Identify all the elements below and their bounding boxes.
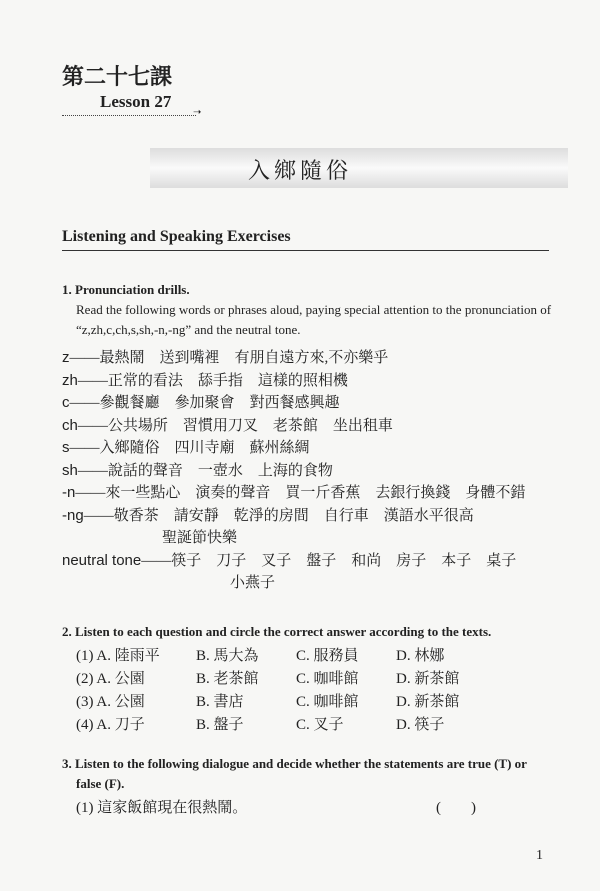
page-number: 1 <box>536 848 543 863</box>
lesson-title-cn: 第二十七課 <box>62 64 173 89</box>
answer-option[interactable]: D. 筷子 <box>396 717 445 733</box>
drill-text: ——最熱鬧 送到嘴裡 有朋自遠方來,不亦樂乎 <box>69 350 389 366</box>
lesson-topic: 入鄉隨俗 <box>247 158 352 183</box>
drill-text: ——來一些點心 演奏的聲音 買一斤香蕉 去銀行換錢 身體不錯 <box>75 485 526 501</box>
ex3-item: (1) 這家飯館現在很熱鬧。 <box>76 800 248 816</box>
answer-option[interactable]: D. 林娜 <box>396 648 445 664</box>
drill-line <box>162 526 237 547</box>
drill-text: ——入鄉隨俗 四川寺廟 蘇州絲綢 <box>69 440 310 456</box>
answer-option[interactable]: D. 新茶館 <box>396 671 460 687</box>
lesson-title-en: Lesson 27 <box>100 92 172 111</box>
drill-text: 聖誕節快樂 <box>162 530 238 546</box>
drill-key: c <box>62 394 70 411</box>
drill-key: z <box>62 349 70 366</box>
ex1-instruction: Read the following words or phrases aloud, paying special attention to the pronunciation of <box>76 302 552 317</box>
drill-text: ——筷子 刀子 叉子 盤子 和尚 房子 本子 桌子 <box>141 552 517 569</box>
drill-text: ——參觀餐廳 參加聚會 對西餐感興趣 <box>69 395 340 411</box>
drill-line <box>62 549 516 570</box>
arrow-icon: ➝ <box>193 107 202 118</box>
drill-text: ——說話的聲音 一壺水 上海的食物 <box>77 462 333 479</box>
dotted-divider <box>62 115 196 116</box>
answer-option[interactable]: C. 咖啡館 <box>296 671 359 687</box>
answer-option[interactable]: B. 老茶館 <box>196 671 259 687</box>
answer-option[interactable]: B. 馬大為 <box>196 648 259 664</box>
drill-key: sh <box>62 461 78 479</box>
ex2-heading: 2. Listen to each question and circle the correct answer according to the texts. <box>62 624 492 639</box>
ex3-heading-2: false (F). <box>76 776 125 791</box>
answer-option[interactable]: C. 叉子 <box>296 717 344 733</box>
ex1-instruction-2: “z,zh,c,ch,s,sh,-n,-ng” and the neutral tone. <box>76 322 301 337</box>
drill-line <box>62 481 525 502</box>
drill-line <box>62 459 333 480</box>
drill-text: ——公共場所 習慣用刀叉 老茶館 坐出租車 <box>77 417 393 434</box>
drill-key: -ng <box>62 506 84 524</box>
section-heading: Listening and Speaking Exercises <box>62 228 291 245</box>
answer-option[interactable]: C. 咖啡館 <box>296 694 359 710</box>
answer-option[interactable]: D. 新茶館 <box>396 694 460 710</box>
answer-option[interactable]: B. 書店 <box>196 694 244 710</box>
answer-option[interactable]: (2) A. 公園 <box>76 671 145 687</box>
ex1-heading: 1. Pronunciation drills. <box>62 282 190 297</box>
ex3-heading: 3. Listen to the following dialogue and decide whether the statements are true (T) or <box>62 756 527 771</box>
drill-line <box>230 571 275 592</box>
answer-option[interactable]: B. 盤子 <box>196 717 244 733</box>
answer-option[interactable]: (4) A. 刀子 <box>76 717 145 733</box>
drill-key: s <box>62 439 70 456</box>
drill-line <box>62 369 348 390</box>
drill-text: ——敬香茶 請安靜 乾淨的房間 自行車 漢語水平很高 <box>83 507 474 524</box>
answer-option[interactable]: (3) A. 公園 <box>76 694 145 710</box>
drill-line <box>62 414 393 435</box>
drill-key: -n <box>62 484 76 501</box>
answer-option[interactable]: (1) A. 陸雨平 <box>76 648 160 664</box>
drill-key: ch <box>62 416 78 434</box>
section-rule <box>62 250 549 251</box>
answer-option[interactable]: C. 服務員 <box>296 648 359 664</box>
drill-line <box>62 504 474 525</box>
drill-text: 小燕子 <box>230 575 276 591</box>
drill-text: ——正常的看法 舔手指 這樣的照相機 <box>77 372 348 389</box>
drill-line <box>62 391 340 412</box>
answer-blank[interactable]: ( ) <box>436 800 476 816</box>
drill-line <box>62 436 310 457</box>
drill-key: zh <box>62 371 78 389</box>
drill-line <box>62 346 388 367</box>
drill-key: neutral tone <box>62 551 142 569</box>
